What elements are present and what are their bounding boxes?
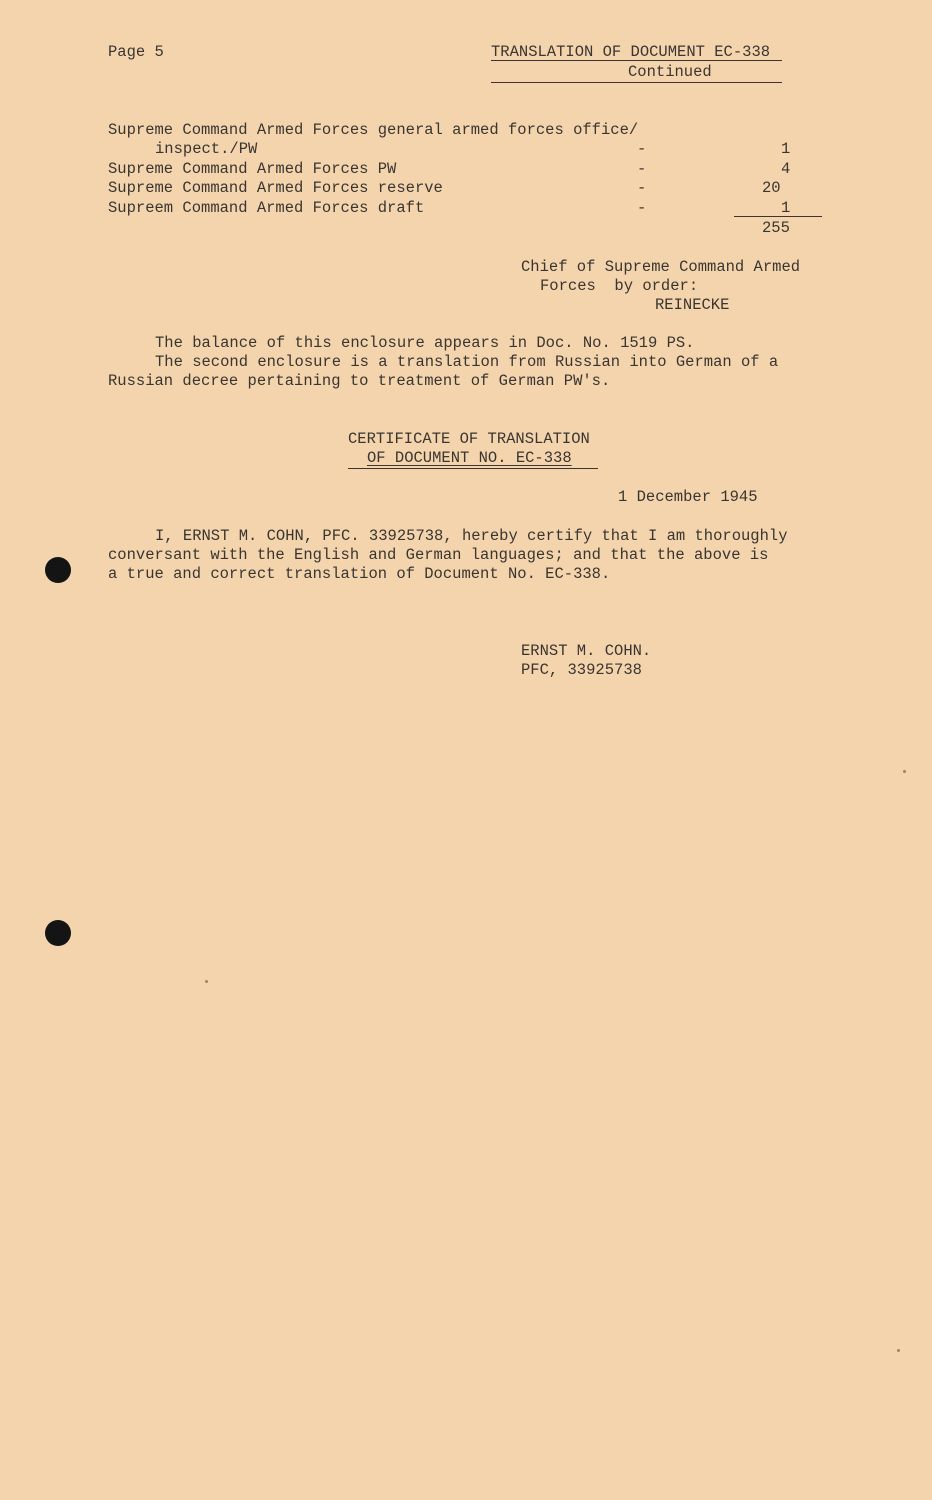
paper-speck [205, 980, 208, 983]
distribution-row-dash: - [637, 179, 647, 197]
certificate-subtitle: OF DOCUMENT NO. EC-338 [367, 449, 572, 467]
certificate-rule [348, 468, 598, 469]
note-line: The second enclosure is a translation from Russian into German of a [155, 353, 779, 371]
punch-hole [45, 557, 71, 583]
paper-speck [897, 1349, 900, 1352]
distribution-row-count: 1 [781, 140, 791, 158]
certificate-body-line: conversant with the English and German languages; and that the above is [108, 546, 769, 564]
page-number: Page 5 [108, 43, 164, 61]
distribution-row-dash: - [637, 160, 647, 178]
certificate-body-line: a true and correct translation of Document No. EC-338. [108, 565, 611, 583]
distribution-row-label: Supreme Command Armed Forces PW [108, 160, 397, 178]
distribution-row-count: 20 [762, 179, 781, 197]
distribution-row-label: Supreme Command Armed Forces general armed forces office/ [108, 121, 639, 139]
header-rule-top [491, 60, 782, 61]
distribution-row-count: 1 [781, 199, 791, 217]
signer-name: ERNST M. COHN. [521, 642, 652, 660]
distribution-row-count: 4 [781, 160, 791, 178]
continued-label: Continued [628, 63, 712, 81]
distribution-row-dash: - [637, 140, 647, 158]
certificate-title: CERTIFICATE OF TRANSLATION [348, 430, 590, 448]
punch-hole [45, 920, 71, 946]
sum-rule [734, 216, 822, 217]
note-line: The balance of this enclosure appears in Doc. No. 1519 PS. [155, 334, 695, 352]
distribution-row-label: Supreme Command Armed Forces reserve [108, 179, 443, 197]
distribution-total: 255 [762, 219, 790, 237]
signature-title-line2: Forces by order: [540, 277, 699, 295]
certificate-body-line: I, ERNST M. COHN, PFC. 33925738, hereby certify that I am thoroughly [155, 527, 788, 545]
note-line: Russian decree pertaining to treatment of German PW's. [108, 372, 611, 390]
distribution-row-label: inspect./PW [155, 140, 258, 158]
paper-speck [903, 770, 906, 773]
signature-title-line1: Chief of Supreme Command Armed [521, 258, 801, 276]
distribution-row-dash: - [637, 199, 647, 217]
signature-name: REINECKE [655, 296, 730, 314]
distribution-row-label: Supreem Command Armed Forces draft [108, 199, 425, 217]
header-rule-bottom [491, 82, 782, 83]
document-title: TRANSLATION OF DOCUMENT EC-338 [491, 43, 771, 61]
certificate-date: 1 December 1945 [618, 488, 758, 506]
signer-rank: PFC, 33925738 [521, 661, 642, 679]
